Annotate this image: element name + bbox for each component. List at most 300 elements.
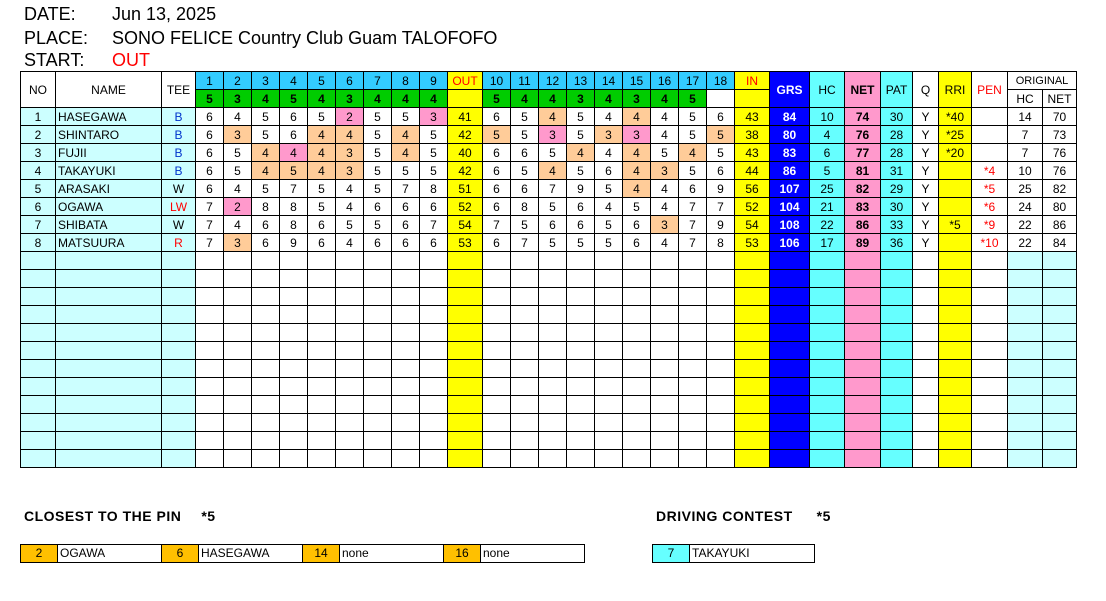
net-score: 74 — [845, 108, 881, 126]
empty-cell — [420, 270, 448, 288]
player-row — [21, 180, 1077, 198]
in-total: 52 — [735, 198, 770, 216]
empty-cell — [1008, 378, 1043, 396]
score-hole-5: 4 — [308, 126, 336, 144]
empty-cell — [420, 288, 448, 306]
empty-cell — [252, 324, 280, 342]
empty-cell — [623, 324, 651, 342]
empty-cell — [595, 378, 623, 396]
empty-cell — [308, 414, 336, 432]
score-hole-13: 5 — [567, 108, 595, 126]
empty-cell — [162, 432, 196, 450]
empty-cell — [280, 306, 308, 324]
empty-cell — [56, 306, 162, 324]
empty-cell — [308, 360, 336, 378]
penalty — [972, 126, 1008, 144]
empty-cell — [56, 252, 162, 270]
score-hole-18: 9 — [707, 216, 735, 234]
col-orig-net-header: NET — [1043, 90, 1077, 108]
empty-cell — [651, 324, 679, 342]
empty-cell — [336, 414, 364, 432]
penalty — [972, 144, 1008, 162]
driving-title-text: DRIVING CONTEST — [656, 508, 793, 524]
empty-cell — [595, 360, 623, 378]
empty-cell — [252, 432, 280, 450]
empty-cell — [567, 396, 595, 414]
empty-cell — [308, 450, 336, 468]
empty-cell — [735, 324, 770, 342]
empty-row — [21, 378, 1077, 396]
empty-cell — [881, 342, 913, 360]
empty-cell — [1043, 432, 1077, 450]
empty-cell — [539, 252, 567, 270]
closest-to-pin-results — [20, 544, 585, 563]
empty-cell — [1008, 324, 1043, 342]
score-hole-7: 5 — [364, 162, 392, 180]
empty-cell — [595, 288, 623, 306]
gross-score: 106 — [770, 234, 810, 252]
score-hole-1: 7 — [196, 234, 224, 252]
score-hole-5: 6 — [308, 216, 336, 234]
empty-cell — [392, 396, 420, 414]
empty-cell — [196, 252, 224, 270]
score-hole-8: 4 — [392, 144, 420, 162]
score-hole-18: 6 — [707, 108, 735, 126]
col-original-header: ORIGINAL — [1008, 72, 1077, 90]
score-hole-4: 6 — [280, 108, 308, 126]
empty-cell — [420, 396, 448, 414]
empty-cell — [336, 324, 364, 342]
empty-cell — [810, 396, 845, 414]
empty-cell — [623, 252, 651, 270]
empty-cell — [972, 324, 1008, 342]
empty-cell — [448, 396, 483, 414]
empty-cell — [539, 288, 567, 306]
q-flag: Y — [913, 162, 939, 180]
score-hole-18: 5 — [707, 144, 735, 162]
hole-header-4: 4 — [280, 72, 308, 90]
empty-cell — [483, 414, 511, 432]
score-hole-6: 4 — [336, 234, 364, 252]
par-out-total — [448, 90, 483, 108]
out-total: 52 — [448, 198, 483, 216]
score-hole-11: 5 — [511, 108, 539, 126]
closest-winner-3: none — [340, 545, 444, 562]
score-hole-12: 5 — [539, 234, 567, 252]
score-hole-13: 9 — [567, 180, 595, 198]
empty-cell — [913, 360, 939, 378]
empty-cell — [939, 414, 972, 432]
original-hc: 24 — [1008, 198, 1043, 216]
empty-cell — [881, 270, 913, 288]
empty-cell — [939, 324, 972, 342]
empty-cell — [511, 432, 539, 450]
penalty: *9 — [972, 216, 1008, 234]
empty-cell — [845, 432, 881, 450]
empty-cell — [1008, 432, 1043, 450]
empty-cell — [881, 306, 913, 324]
empty-cell — [845, 450, 881, 468]
par-in-15: 3 — [623, 90, 651, 108]
player-name: MATSUURA — [56, 234, 162, 252]
empty-cell — [651, 432, 679, 450]
player-name: SHIBATA — [56, 216, 162, 234]
out-total: 54 — [448, 216, 483, 234]
empty-cell — [972, 342, 1008, 360]
player-no: 7 — [21, 216, 56, 234]
score-hole-4: 5 — [280, 162, 308, 180]
col-grs-header: GRS — [770, 72, 810, 108]
empty-cell — [1043, 306, 1077, 324]
empty-cell — [21, 378, 56, 396]
empty-cell — [567, 342, 595, 360]
original-net: 70 — [1043, 108, 1077, 126]
empty-cell — [707, 306, 735, 324]
empty-cell — [972, 252, 1008, 270]
hole-header-13: 13 — [567, 72, 595, 90]
empty-cell — [1008, 450, 1043, 468]
score-hole-8: 5 — [392, 162, 420, 180]
empty-cell — [810, 378, 845, 396]
start-value: OUT — [112, 50, 150, 70]
date-label: DATE: — [24, 4, 76, 24]
empty-cell — [735, 252, 770, 270]
empty-cell — [56, 378, 162, 396]
score-hole-12: 5 — [539, 144, 567, 162]
score-hole-13: 4 — [567, 144, 595, 162]
handicap: 4 — [810, 126, 845, 144]
putts: 28 — [881, 126, 913, 144]
empty-cell — [308, 342, 336, 360]
empty-row — [21, 450, 1077, 468]
score-hole-12: 7 — [539, 180, 567, 198]
empty-cell — [939, 360, 972, 378]
empty-cell — [21, 414, 56, 432]
empty-cell — [707, 378, 735, 396]
par-out-7: 4 — [364, 90, 392, 108]
empty-cell — [511, 270, 539, 288]
closest-mark: *5 — [201, 508, 216, 524]
gross-score: 107 — [770, 180, 810, 198]
empty-cell — [679, 288, 707, 306]
date-line — [24, 4, 216, 25]
empty-cell — [1043, 396, 1077, 414]
score-hole-16: 4 — [651, 198, 679, 216]
net-score: 89 — [845, 234, 881, 252]
score-hole-11: 6 — [511, 144, 539, 162]
handicap: 25 — [810, 180, 845, 198]
empty-cell — [539, 414, 567, 432]
par-in-18 — [707, 90, 735, 108]
empty-cell — [162, 252, 196, 270]
q-flag: Y — [913, 216, 939, 234]
score-hole-4: 8 — [280, 198, 308, 216]
player-tee: LW — [162, 198, 196, 216]
empty-cell — [420, 450, 448, 468]
empty-cell — [913, 396, 939, 414]
empty-cell — [972, 360, 1008, 378]
empty-cell — [364, 414, 392, 432]
original-net: 84 — [1043, 234, 1077, 252]
empty-cell — [224, 378, 252, 396]
driving-contest-title — [656, 508, 831, 524]
empty-cell — [1043, 378, 1077, 396]
empty-cell — [196, 324, 224, 342]
hole-header-12: 12 — [539, 72, 567, 90]
empty-cell — [308, 324, 336, 342]
empty-cell — [913, 342, 939, 360]
score-hole-17: 4 — [679, 144, 707, 162]
empty-cell — [735, 306, 770, 324]
empty-cell — [483, 396, 511, 414]
empty-cell — [913, 288, 939, 306]
empty-cell — [280, 360, 308, 378]
empty-cell — [56, 342, 162, 360]
empty-cell — [21, 288, 56, 306]
empty-cell — [735, 270, 770, 288]
empty-cell — [679, 306, 707, 324]
handicap: 10 — [810, 108, 845, 126]
score-hole-18: 9 — [707, 180, 735, 198]
empty-cell — [651, 414, 679, 432]
score-hole-3: 6 — [252, 216, 280, 234]
empty-cell — [735, 360, 770, 378]
col-orig-hc-header: HC — [1008, 90, 1043, 108]
empty-cell — [972, 432, 1008, 450]
empty-cell — [308, 396, 336, 414]
score-hole-5: 6 — [308, 234, 336, 252]
empty-cell — [1008, 396, 1043, 414]
score-hole-15: 4 — [623, 144, 651, 162]
empty-cell — [623, 360, 651, 378]
empty-cell — [336, 360, 364, 378]
closest-hole-4: 16 — [444, 545, 481, 562]
score-hole-9: 3 — [420, 108, 448, 126]
empty-cell — [162, 306, 196, 324]
empty-cell — [392, 432, 420, 450]
empty-cell — [1043, 360, 1077, 378]
empty-cell — [336, 450, 364, 468]
score-hole-9: 6 — [420, 198, 448, 216]
empty-cell — [336, 270, 364, 288]
score-hole-16: 4 — [651, 108, 679, 126]
empty-cell — [448, 360, 483, 378]
score-hole-12: 5 — [539, 198, 567, 216]
empty-cell — [679, 450, 707, 468]
score-hole-6: 4 — [336, 180, 364, 198]
player-name: FUJII — [56, 144, 162, 162]
empty-cell — [420, 342, 448, 360]
empty-cell — [707, 288, 735, 306]
empty-cell — [308, 432, 336, 450]
hole-header-15: 15 — [623, 72, 651, 90]
empty-cell — [1043, 288, 1077, 306]
empty-cell — [21, 432, 56, 450]
score-hole-18: 5 — [707, 126, 735, 144]
empty-cell — [280, 288, 308, 306]
empty-cell — [21, 270, 56, 288]
score-hole-15: 3 — [623, 126, 651, 144]
empty-cell — [252, 342, 280, 360]
score-hole-15: 6 — [623, 234, 651, 252]
empty-cell — [707, 414, 735, 432]
empty-cell — [162, 270, 196, 288]
empty-cell — [845, 324, 881, 342]
closest-winner-2: HASEGAWA — [199, 545, 303, 562]
col-net-header: NET — [845, 72, 881, 108]
empty-cell — [483, 324, 511, 342]
empty-cell — [483, 378, 511, 396]
empty-cell — [707, 270, 735, 288]
score-hole-2: 3 — [224, 126, 252, 144]
empty-cell — [595, 432, 623, 450]
empty-cell — [679, 324, 707, 342]
handicap: 22 — [810, 216, 845, 234]
empty-cell — [280, 342, 308, 360]
empty-cell — [913, 270, 939, 288]
putts: 28 — [881, 144, 913, 162]
empty-cell — [224, 252, 252, 270]
empty-cell — [845, 396, 881, 414]
empty-cell — [913, 324, 939, 342]
hole-header-14: 14 — [595, 72, 623, 90]
score-hole-17: 5 — [679, 162, 707, 180]
penalty: *10 — [972, 234, 1008, 252]
score-hole-2: 2 — [224, 198, 252, 216]
empty-cell — [595, 306, 623, 324]
par-out-9: 4 — [420, 90, 448, 108]
empty-cell — [196, 432, 224, 450]
empty-cell — [539, 432, 567, 450]
empty-cell — [224, 360, 252, 378]
col-q-header: Q — [913, 72, 939, 108]
empty-cell — [511, 450, 539, 468]
empty-cell — [623, 288, 651, 306]
score-hole-3: 4 — [252, 144, 280, 162]
player-row — [21, 108, 1077, 126]
score-hole-3: 8 — [252, 198, 280, 216]
empty-cell — [707, 252, 735, 270]
empty-cell — [770, 270, 810, 288]
empty-cell — [420, 360, 448, 378]
hole-header-10: 10 — [483, 72, 511, 90]
empty-cell — [21, 342, 56, 360]
score-hole-15: 6 — [623, 216, 651, 234]
empty-row — [21, 432, 1077, 450]
score-hole-9: 6 — [420, 234, 448, 252]
score-hole-15: 4 — [623, 108, 651, 126]
score-hole-2: 5 — [224, 144, 252, 162]
empty-cell — [539, 396, 567, 414]
hole-header-3: 3 — [252, 72, 280, 90]
empty-cell — [679, 342, 707, 360]
empty-cell — [735, 414, 770, 432]
empty-cell — [845, 342, 881, 360]
score-hole-18: 7 — [707, 198, 735, 216]
score-hole-8: 6 — [392, 198, 420, 216]
empty-cell — [162, 414, 196, 432]
empty-cell — [1008, 414, 1043, 432]
player-name: OGAWA — [56, 198, 162, 216]
empty-cell — [810, 450, 845, 468]
score-hole-1: 6 — [196, 180, 224, 198]
empty-cell — [224, 342, 252, 360]
empty-cell — [770, 306, 810, 324]
score-hole-9: 5 — [420, 162, 448, 180]
score-hole-14: 5 — [595, 180, 623, 198]
score-hole-16: 4 — [651, 180, 679, 198]
score-hole-17: 7 — [679, 234, 707, 252]
empty-cell — [972, 378, 1008, 396]
score-hole-3: 5 — [252, 108, 280, 126]
empty-cell — [881, 396, 913, 414]
in-total: 44 — [735, 162, 770, 180]
closest-hole-3: 14 — [303, 545, 340, 562]
empty-cell — [707, 432, 735, 450]
empty-cell — [224, 432, 252, 450]
empty-cell — [972, 270, 1008, 288]
date-value: Jun 13, 2025 — [112, 4, 217, 24]
player-tee: W — [162, 180, 196, 198]
score-hole-13: 6 — [567, 198, 595, 216]
player-tee: B — [162, 108, 196, 126]
empty-cell — [810, 288, 845, 306]
empty-cell — [881, 378, 913, 396]
empty-cell — [595, 270, 623, 288]
empty-cell — [252, 378, 280, 396]
empty-cell — [280, 378, 308, 396]
empty-cell — [770, 450, 810, 468]
score-hole-11: 7 — [511, 234, 539, 252]
empty-cell — [1043, 342, 1077, 360]
empty-cell — [623, 432, 651, 450]
q-flag: Y — [913, 144, 939, 162]
empty-cell — [623, 414, 651, 432]
q-flag: Y — [913, 180, 939, 198]
empty-cell — [623, 306, 651, 324]
empty-cell — [679, 270, 707, 288]
empty-row — [21, 270, 1077, 288]
empty-cell — [162, 450, 196, 468]
empty-cell — [392, 360, 420, 378]
empty-cell — [623, 342, 651, 360]
score-hole-10: 6 — [483, 180, 511, 198]
score-hole-9: 8 — [420, 180, 448, 198]
handicap: 6 — [810, 144, 845, 162]
empty-cell — [392, 306, 420, 324]
empty-cell — [308, 306, 336, 324]
score-hole-18: 6 — [707, 162, 735, 180]
col-name-header: NAME — [56, 72, 162, 108]
empty-cell — [913, 432, 939, 450]
out-total: 42 — [448, 126, 483, 144]
empty-cell — [511, 378, 539, 396]
hole-header-7: 7 — [364, 72, 392, 90]
out-total: 40 — [448, 144, 483, 162]
empty-cell — [56, 288, 162, 306]
empty-cell — [939, 378, 972, 396]
par-in-11: 4 — [511, 90, 539, 108]
gross-score: 86 — [770, 162, 810, 180]
score-hole-10: 6 — [483, 198, 511, 216]
score-hole-11: 5 — [511, 162, 539, 180]
score-hole-7: 6 — [364, 234, 392, 252]
score-hole-3: 6 — [252, 234, 280, 252]
out-total: 42 — [448, 162, 483, 180]
empty-cell — [651, 342, 679, 360]
empty-cell — [483, 342, 511, 360]
empty-cell — [770, 252, 810, 270]
